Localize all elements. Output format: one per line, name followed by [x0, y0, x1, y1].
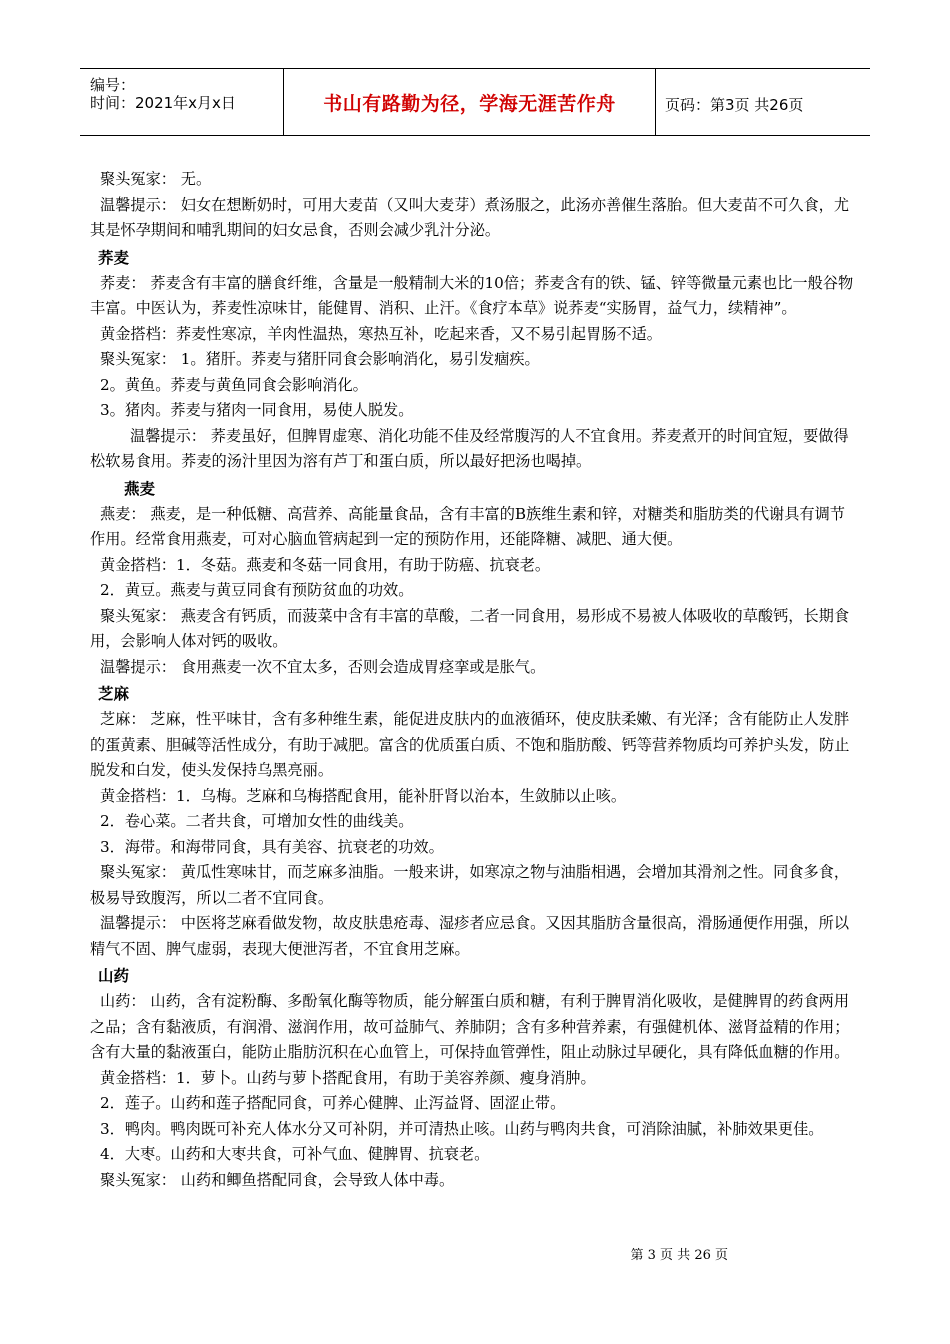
document-number-label: 编号： — [90, 76, 136, 94]
body-paragraph: 聚头冤家： 燕麦含有钙质，而菠菜中含有丰富的草酸，二者一同食用，易形成不易被人体吸收的草酸钙，长期食用，会影响人体对钙的吸收。 — [90, 606, 850, 650]
body-paragraph: 2．黄豆。燕麦与黄豆同食有预防贫血的功效。 — [100, 581, 414, 599]
header-meta-cell — [80, 69, 283, 135]
section-heading: 燕麦 — [124, 479, 156, 498]
section-heading: 荞麦 — [98, 248, 130, 267]
header-page-info: 页码：第3页 共26页 — [665, 96, 804, 114]
body-paragraph: 温馨提示： 荞麦虽好，但脾胃虚寒、消化功能不佳及经常腹泻的人不宜食用。荞麦煮开的时间宜短，要做得松软易食用。荞麦的汤汁里因为溶有芦丁和蛋白质，所以最好把汤也喝掉。 — [90, 426, 849, 470]
body-paragraph: 2．莲子。山药和莲子搭配同食，可养心健脾、止泻益肾、固涩止带。 — [100, 1094, 566, 1112]
body-paragraph: 温馨提示： 食用燕麦一次不宜太多，否则会造成胃痉挛或是胀气。 — [100, 657, 546, 676]
body-paragraph: 温馨提示： 中医将芝麻看做发物，故皮肤患疮毒、湿疹者应忌食。又因其脂肪含量很高，滑肠通便作用强，所以精气不固、脾气虚弱，表现大便泄泻者，不宜食用芝麻。 — [90, 914, 850, 958]
body-paragraph: 3。猪肉。荞麦与猪肉一同食用，易使人脱发。 — [100, 401, 414, 419]
body-paragraph: 燕麦： 燕麦，是一种低糖、高营养、高能量食品，含有丰富的B族维生素和锌，对糖类和脂肪类的代谢具有调节作用。经常食用燕麦，可对心脑血管病起到一定的预防作用，还能降糖、减肥、通大便。 — [90, 504, 845, 548]
section-heading: 山药 — [98, 967, 130, 985]
page-header — [80, 68, 870, 136]
header-motto: 书山有路勤为径，学海无涯苦作舟 — [283, 69, 656, 135]
body-paragraph: 聚头冤家： 山药和鲫鱼搭配同食，会导致人体中毒。 — [100, 1170, 455, 1189]
body-paragraph: 黄金搭档：1．乌梅。芝麻和乌梅搭配食用，能补肝肾以治本，生敛肺以止咳。 — [100, 786, 627, 805]
body-paragraph: 2。黄鱼。荞麦与黄鱼同食会影响消化。 — [100, 375, 368, 394]
body-paragraph: 山药： 山药，含有淀粉酶、多酚氧化酶等物质，能分解蛋白质和糖，有利于脾胃消化吸收，是健脾胃的药食两用之品；含有黏液质，有润滑、滋润作用，故可益肺气、养肺阴；含有多种营养素，有强健机体、滋肾益精的作用；含有大量的黏液蛋白，能防止脂肪沉积在心血管上，可保持血管弹性，阻止动脉过早硬化，具有降低血糖的作用。 — [90, 992, 850, 1061]
body-paragraph: 4．大枣。山药和大枣共食，可补气血、健脾胃、抗衰老。 — [100, 1145, 490, 1163]
body-paragraph: 聚头冤家： 黄瓜性寒味甘，而芝麻多油脂。一般来讲，如寒凉之物与油脂相遇，会增加其滑剂之性。同食多食，极易导致腹泻，所以二者不宜同食。 — [90, 863, 850, 907]
body-paragraph: 荞麦： 荞麦含有丰富的膳食纤维，含量是一般精制大米的10倍；荞麦含有的铁、锰、锌等微量元素也比一般谷物丰富。中医认为，荞麦性凉味甘，能健胃、消积、止汗。《食疗本草》说荞麦“实肠胃，益气力，续精神”。 — [90, 273, 854, 317]
body-paragraph: 黄金搭档：1．萝卜。山药与萝卜搭配食用，有助于美容养颜、瘦身消肿。 — [100, 1068, 596, 1087]
body-paragraph: 2．卷心菜。二者共食，可增加女性的曲线美。 — [100, 812, 414, 830]
body-paragraph: 芝麻： 芝麻，性平味甘，含有多种维生素，能促进皮肤内的血液循环，使皮肤柔嫩、有光泽；含有能防止人发胖的蛋黄素、胆碱等活性成分，有助于减肥。富含的优质蛋白质、不饱和脂肪酸、钙等营养物质均可养护头发，防止脱发和白发，使头发保持乌黑亮丽。 — [90, 710, 850, 779]
page-footer — [0, 1244, 950, 1263]
body-paragraph: 3．海带。和海带同食，具有美容、抗衰老的功效。 — [100, 837, 444, 856]
document-date: 时间：2021年x月x日 — [90, 94, 236, 112]
document-body — [90, 167, 860, 1193]
body-paragraph: 3．鸭肉。鸭肉既可补充人体水分又可补阴，并可清热止咳。山药与鸭肉共食，可消除油腻，补肺效果更佳。 — [100, 1119, 824, 1138]
footer-page-number: 第 3 页 共 26 页 — [630, 1248, 728, 1263]
body-paragraph: 聚头冤家： 1。猪肝。荞麦与猪肝同食会影响消化，易引发痼疾。 — [100, 350, 540, 368]
body-paragraph: 黄金搭档：1．冬菇。燕麦和冬菇一同食用，有助于防癌、抗衰老。 — [100, 555, 551, 574]
body-paragraph: 黄金搭档：荞麦性寒凉，羊肉性温热，寒热互补，吃起来香，又不易引起胃肠不适。 — [100, 324, 662, 343]
body-paragraph: 聚头冤家： 无。 — [100, 170, 212, 188]
section-heading: 芝麻 — [98, 685, 130, 703]
body-paragraph: 温馨提示： 妇女在想断奶时，可用大麦苗（又叫大麦芽）煮汤服之，此汤亦善催生落胎。但大麦苗不可久食，尤其是怀孕期间和哺乳期间的妇女忌食，否则会减少乳汁分泌。 — [90, 195, 850, 239]
